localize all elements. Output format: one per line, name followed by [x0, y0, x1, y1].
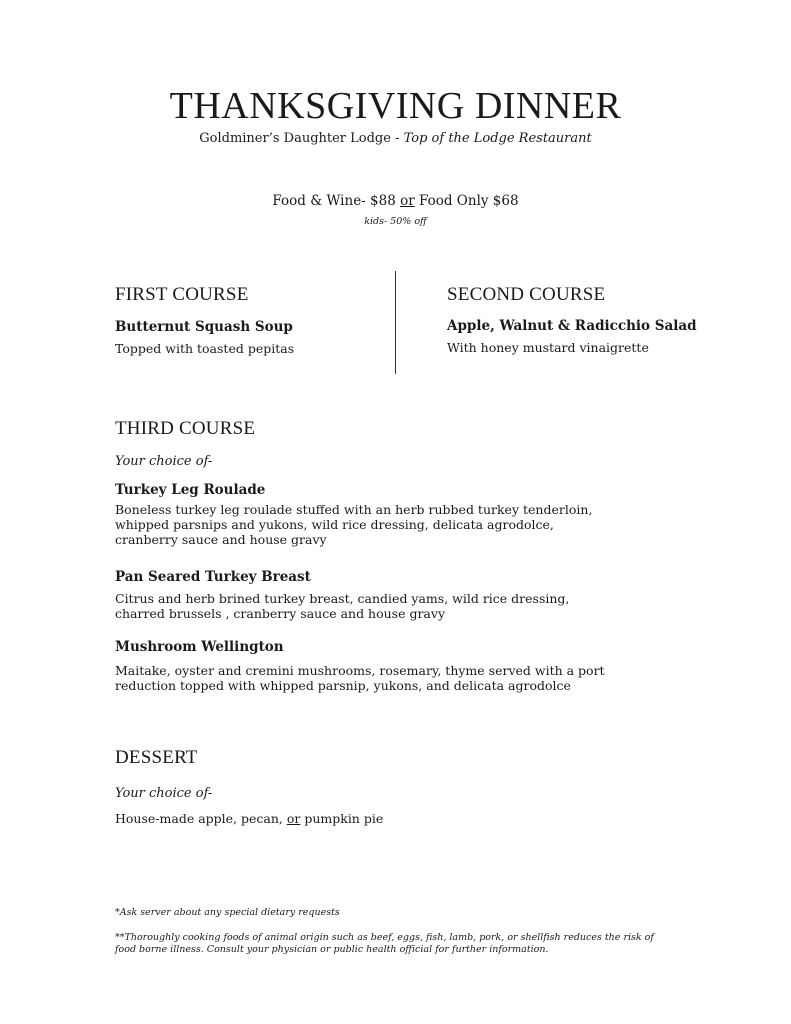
dish-turkey-leg-roulade: Turkey Leg Roulade [115, 482, 266, 498]
price-line [0, 192, 791, 210]
kids-discount: kids- 50% off [364, 216, 427, 227]
first-course-desc: Topped with toasted pepitas [115, 341, 295, 356]
second-course-heading: SECOND COURSE [447, 284, 606, 305]
food-safety-warning: **Thoroughly cooking foods of animal origin such as beef, eggs, fish, lamb, pork, or shellfish reduces the risk of food borne illness. Consult your physician or public health official for further information. [115, 932, 654, 955]
second-course-desc: With honey mustard vinaigrette [447, 340, 649, 355]
dessert-options-part1: House-made apple, pecan, [115, 811, 287, 826]
venue-name: Goldminer’s Daughter Lodge - [199, 131, 404, 146]
price-food-wine: Food & Wine- $88 [272, 193, 401, 209]
column-divider [395, 271, 396, 374]
second-course-dish: Apple, Walnut & Radicchio Salad [447, 318, 697, 334]
restaurant-name: Top of the Lodge Restaurant [403, 131, 592, 146]
menu-subtitle [0, 130, 791, 148]
dietary-note: *Ask server about any special dietary requests [115, 907, 340, 918]
dish-pan-seared-turkey-breast: Pan Seared Turkey Breast [115, 569, 311, 585]
dish-mushroom-wellington: Mushroom Wellington [115, 639, 284, 655]
dessert-choice: Your choice of- [115, 786, 213, 801]
third-course-choice: Your choice of- [115, 454, 213, 469]
dessert-heading: DESSERT [115, 747, 198, 768]
price-food-only: Food Only $68 [414, 193, 519, 209]
dish-pan-seared-turkey-breast-desc: Citrus and herb brined turkey breast, candied yams, wild rice dressing, charred brussels , cranberry sauce and house gravy [115, 591, 570, 621]
dessert-options-part2: pumpkin pie [300, 811, 384, 826]
menu-title: THANKSGIVING DINNER [169, 85, 622, 127]
first-course-heading: FIRST COURSE [115, 284, 249, 305]
first-course-dish: Butternut Squash Soup [115, 319, 293, 335]
price-or: or [400, 193, 415, 209]
dessert-options [115, 811, 383, 826]
dish-turkey-leg-roulade-desc: Boneless turkey leg roulade stuffed with an herb rubbed turkey tenderloin, whipped parsnips and yukons, wild rice dressing, delicata agrodolce, cranberry sauce and house gravy [115, 502, 593, 547]
dish-mushroom-wellington-desc: Maitake, oyster and cremini mushrooms, rosemary, thyme served with a port reduction topped with whipped parsnip, yukons, and delicata agrodolce [115, 663, 605, 693]
third-course-heading: THIRD COURSE [115, 418, 256, 439]
dessert-or: or [286, 811, 301, 826]
